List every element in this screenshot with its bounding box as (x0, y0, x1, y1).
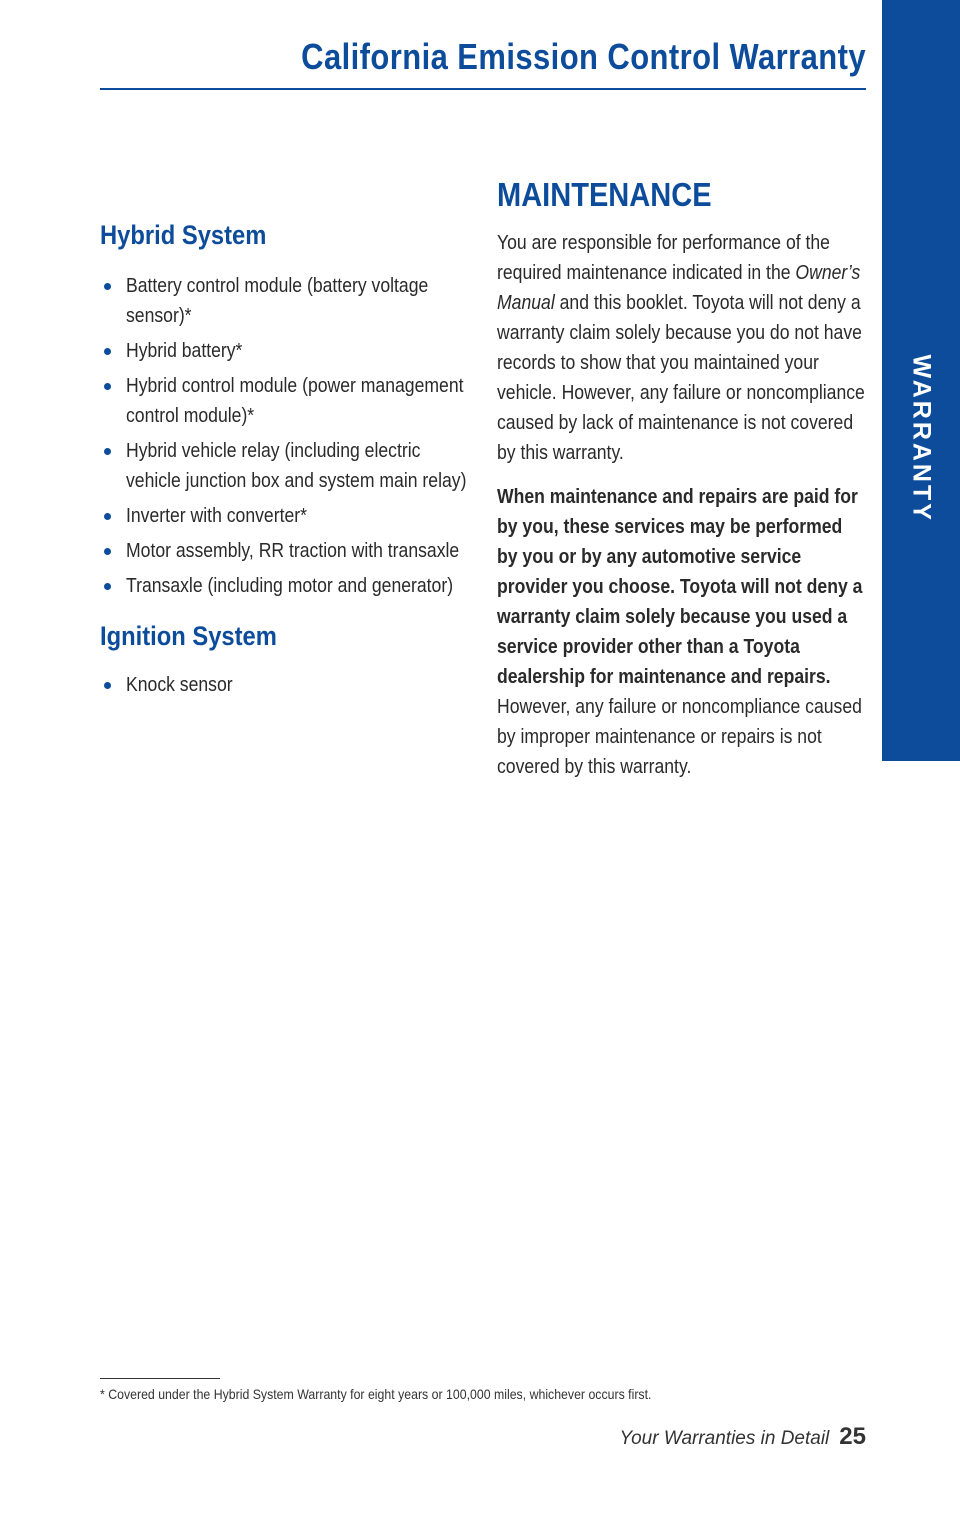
hybrid-system-list (100, 271, 470, 601)
section-heading-hybrid-system: Hybrid System (100, 220, 267, 250)
bullet-icon (104, 583, 111, 590)
bullet-icon (104, 513, 111, 520)
side-tab-label (907, 355, 936, 435)
list-item-text: Hybrid control module (power management control module)* (126, 375, 464, 427)
bullet-icon (104, 283, 111, 290)
paragraph-text: However, any failure or noncompliance caused by improper maintenance or repairs is not covered by this warranty. (497, 696, 862, 778)
list-item (100, 271, 470, 331)
paragraph-text: and this booklet. Toyota will not deny a warranty claim solely because you do not have records to show that you maintained your vehicle. However, any failure or noncompliance caused by lack of maintenance is not covered by this warranty. (497, 292, 865, 464)
list-item (100, 536, 470, 566)
list-item-text: Hybrid vehicle relay (including electric vehicle junction box and system main relay) (126, 440, 467, 492)
list-item (100, 501, 470, 531)
list-item (100, 670, 470, 700)
maintenance-paragraph-2 (497, 482, 867, 782)
list-item (100, 336, 470, 366)
list-item-text: Transaxle (including motor and generator) (126, 575, 454, 597)
list-item-text: Knock sensor (126, 674, 233, 696)
section-heading-ignition-system: Ignition System (100, 621, 277, 651)
list-item-text: Inverter with converter* (126, 505, 307, 527)
bullet-icon (104, 448, 111, 455)
list-item-text: Hybrid battery* (126, 340, 243, 362)
bullet-icon (104, 682, 111, 689)
paragraph-text: You are responsible for performance of the required maintenance indicated in the (497, 232, 830, 284)
bullet-icon (104, 383, 111, 390)
left-column (100, 220, 470, 705)
page-footer (619, 1423, 866, 1451)
maintenance-heading: MAINTENANCE (497, 176, 712, 213)
list-item (100, 571, 470, 601)
paragraph-bold-text: When maintenance and repairs are paid for by you, these services may be performed by you or by any automotive service provider you choose. Toyota will not deny a warranty claim solely because you used a service provider other than a Toyota dealership for maintenance and repairs. (497, 486, 863, 688)
page-title: California Emission Control Warranty (301, 36, 867, 77)
bullet-icon (104, 548, 111, 555)
list-item (100, 371, 470, 431)
ignition-system-list (100, 670, 470, 700)
manual-title: Owner’s Manual (497, 262, 861, 314)
maintenance-paragraph-1 (497, 228, 867, 468)
header-divider (100, 88, 866, 90)
footnote-divider (100, 1378, 220, 1379)
footnote: * Covered under the Hybrid System Warranty for eight years or 100,000 miles, whichever occurs first. (100, 1386, 652, 1402)
bullet-icon (104, 348, 111, 355)
page-number: 25 (839, 1423, 866, 1450)
list-item (100, 436, 470, 496)
list-item-text: Battery control module (battery voltage sensor)* (126, 275, 429, 327)
list-item-text: Motor assembly, RR traction with transaxle (126, 540, 460, 562)
footer-caption: Your Warranties in Detail (619, 1428, 830, 1449)
maintenance-section (497, 176, 867, 796)
